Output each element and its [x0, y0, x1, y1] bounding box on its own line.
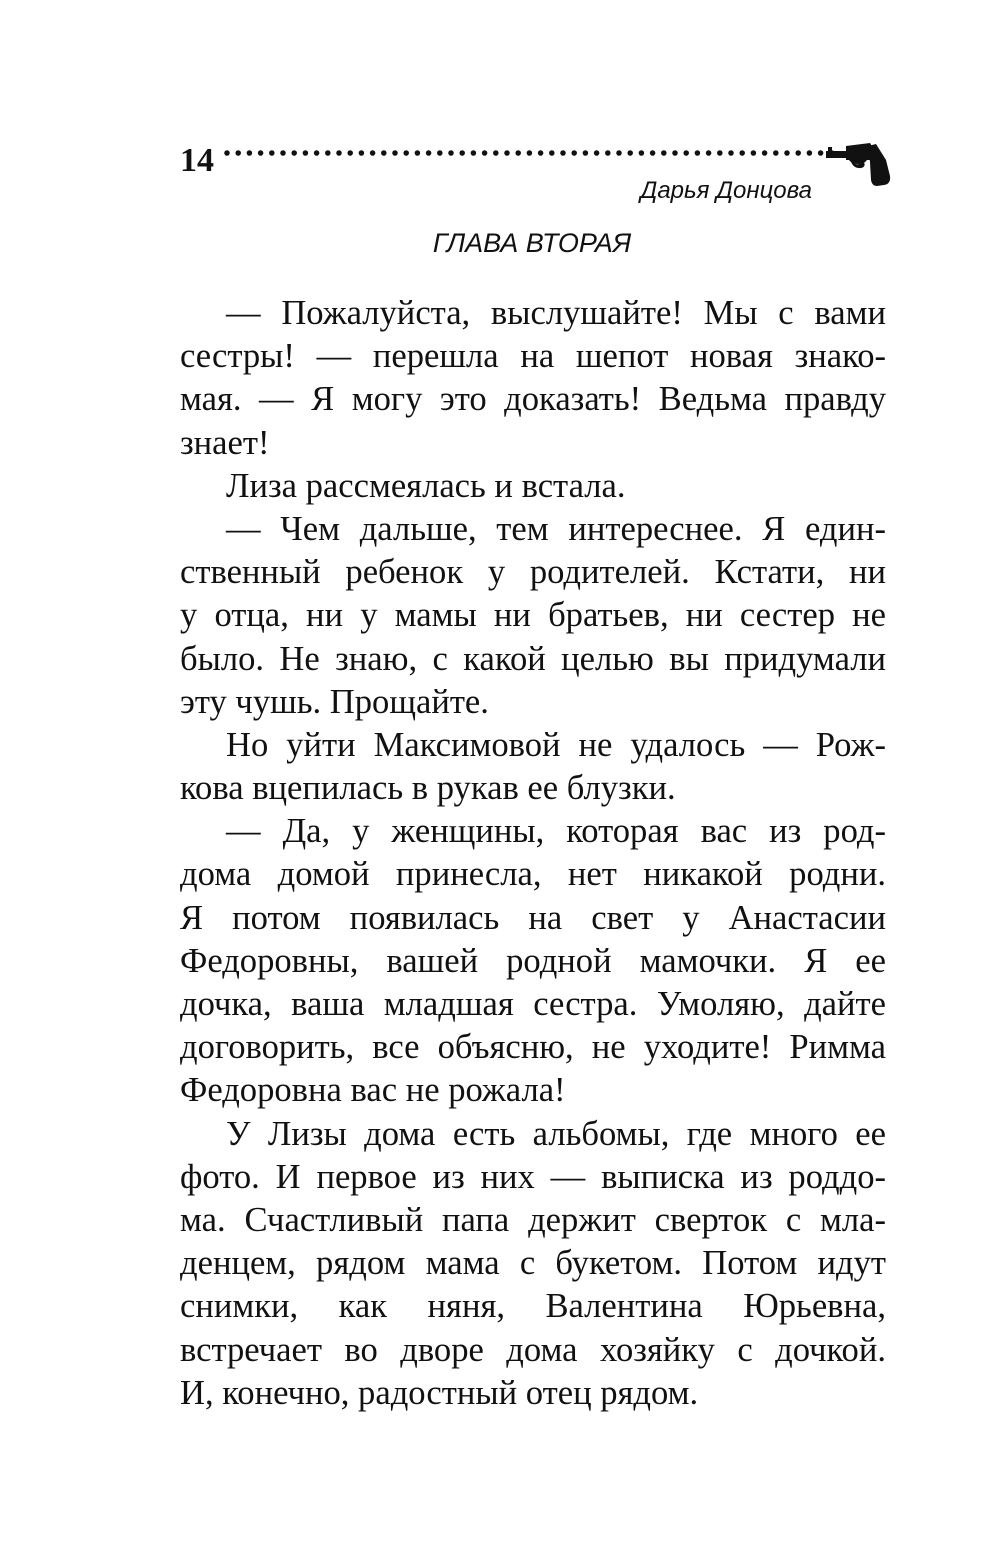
text-line: у отца, ни у мамы ни братьев, ни сестер не — [180, 596, 886, 635]
text-line: Федоровны, вашей родной мамочки. Я ее — [180, 941, 886, 980]
text-line: дочка, ваша младшая сестра. Умоляю, дайте — [180, 985, 886, 1023]
text-line: — Чем дальше, тем интереснее. Я един- — [226, 509, 886, 548]
text-line: У Лизы дома есть альбомы, где много ее — [226, 1114, 886, 1153]
text-line: Но уйти Максимовой не удалось — Рож- — [226, 725, 886, 764]
text-line: И, конечно, радостный отец рядом. — [180, 1373, 699, 1412]
chapter-title: ГЛАВА ВТОРАЯ — [432, 228, 632, 258]
text-line: кова вцепилась в рукав ее блузки. — [180, 769, 676, 808]
body-text — [180, 292, 886, 1415]
author-name: Дарья Донцова — [640, 177, 812, 204]
revolver-icon — [826, 138, 892, 188]
text-line: — Пожалуйста, выслушайте! Мы с вами — [226, 294, 886, 332]
text-line: Федоровна вас не рожала! — [180, 1071, 566, 1110]
text-line: — Да, у женщины, которая вас из род- — [226, 812, 886, 851]
text-line: знает! — [180, 423, 270, 462]
text-line: Лиза рассмеялась и встала. — [226, 466, 626, 505]
text-line: встречает во дворе дома хозяйку с дочкой. — [180, 1330, 886, 1369]
text-line: ственный ребенок у родителей. Кстати, ни — [180, 553, 886, 592]
text-line: договорить, все объясню, не уходите! Римма — [180, 1028, 886, 1067]
dot-leader — [224, 148, 836, 158]
text-line: было. Не знаю, с какой целью вы придумали — [180, 639, 886, 678]
text-line: ма. Счастливый папа держит сверток с мла- — [180, 1200, 886, 1239]
text-line: эту чушь. Прощайте. — [180, 682, 489, 721]
text-line: Я потом появилась на свет у Анастасии — [180, 898, 886, 937]
text-line: дома домой принесла, нет никакой родни. — [180, 855, 886, 894]
text-line: мая. — Я могу это доказать! Ведьма правду — [180, 380, 886, 419]
text-line: денцем, рядом мама с букетом. Потом идут — [180, 1244, 886, 1283]
text-line: сестры! — перешла на шепот новая знако- — [180, 337, 886, 376]
text-line: снимки, как няня, Валентина Юрьевна, — [180, 1287, 886, 1326]
text-line: фото. И первое из них — выписка из роддо- — [180, 1157, 886, 1196]
page-number: 14 — [180, 142, 214, 179]
